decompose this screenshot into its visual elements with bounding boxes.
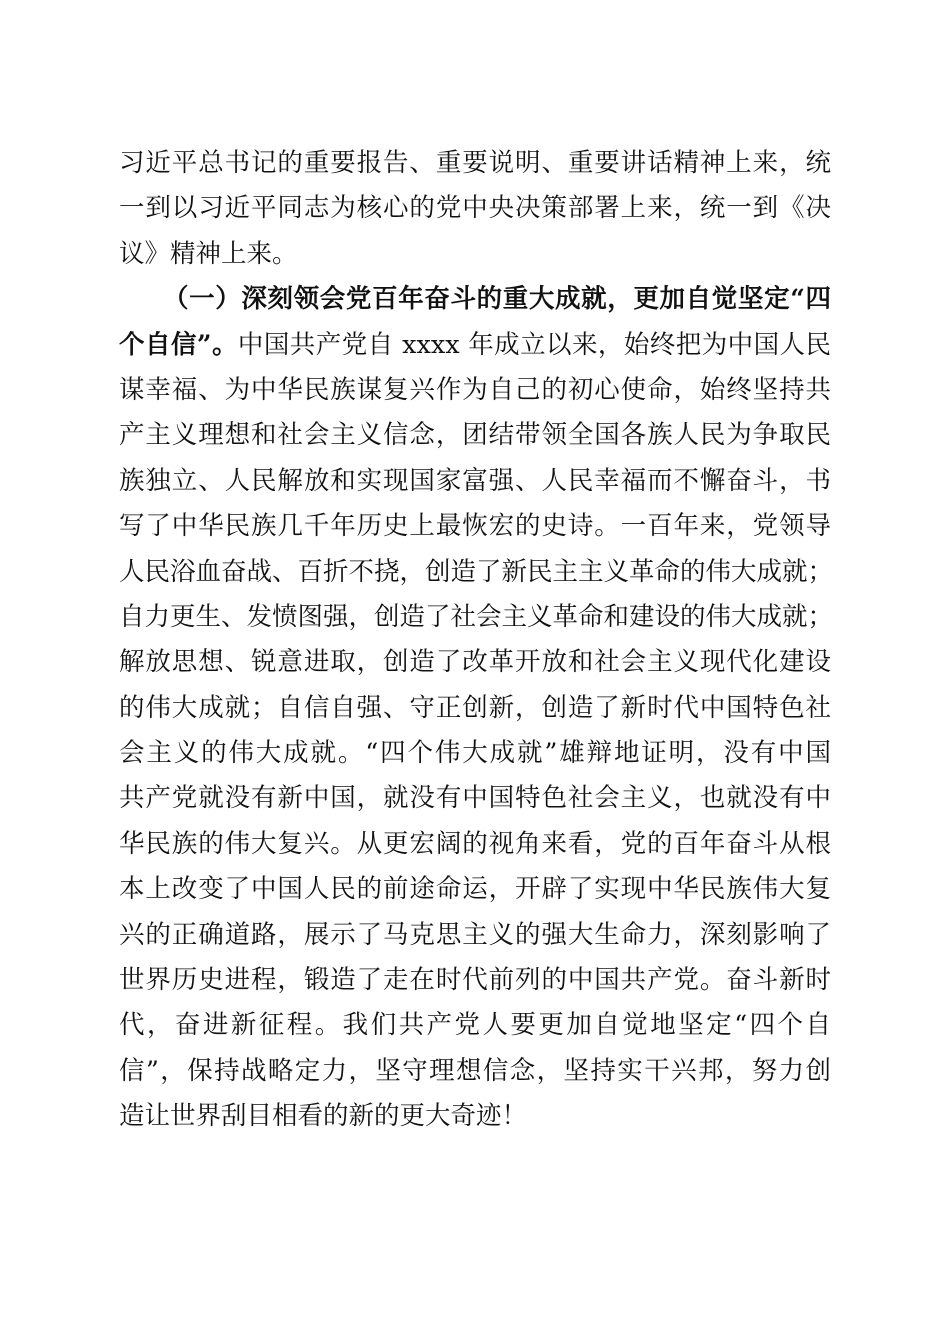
text-line: 写了中华民族几千年历史上最恢宏的史诗。一百年来，党领导: [119, 511, 831, 542]
text-line: 一到以习近平同志为核心的党中央决策部署上来，统一到《决: [119, 193, 831, 224]
section-first-line-text: 中国共产党自 xxxx 年成立以来，始终把为中国人民: [237, 329, 831, 360]
text-line: 解放思想、锐意进取，创造了改革开放和社会主义现代化建设: [119, 647, 831, 678]
text-line: 产主义理想和社会主义信念，团结带领全国各族人民为争取民: [119, 420, 831, 451]
text-line: 兴的正确道路，展示了马克思主义的强大生命力，深刻影响了: [119, 919, 831, 950]
text-line: 人民浴血奋战、百折不挠，创造了新民主主义革命的伟大成就；: [119, 556, 834, 587]
body-text: [119, 141, 834, 1140]
text-line: 代，奋进新征程。我们共产党人要更加自觉地坚定“四个自: [119, 1010, 831, 1041]
text-line: 习近平总书记的重要报告、重要说明、重要讲话精神上来，统: [119, 148, 831, 178]
section-heading: （一）深刻领会党百年奋斗的重大成就，更加自觉坚定“四: [163, 284, 831, 315]
text-line: 本上改变了中国人民的前途命运，开辟了实现中华民族伟大复: [119, 874, 831, 905]
text-line: 族独立、人民解放和实现国家富强、人民幸福而不懈奋斗，书: [119, 465, 831, 496]
text-line: 自力更生、发愤图强，创造了社会主义革命和建设的伟大成就；: [119, 601, 834, 632]
text-line: 华民族的伟大复兴。从更宏阔的视角来看，党的百年奋斗从根: [119, 828, 831, 859]
text-line: 会主义的伟大成就。“四个伟大成就”雄辩地证明，没有中国: [119, 738, 831, 769]
text-line: [119, 323, 831, 368]
text-line: 议》精神上来。: [119, 238, 298, 269]
text-line: 造让世界刮目相看的新的更大奇迹！: [119, 1101, 528, 1132]
text-line: 世界历史进程，锻造了走在时代前列的中国共产党。奋斗新时: [119, 965, 831, 996]
text-line: 的伟大成就；自信自强、守正创新，创造了新时代中国特色社: [119, 692, 831, 723]
text-line: 谋幸福、为中华民族谋复兴作为自己的初心使命，始终坚持共: [119, 374, 831, 405]
text-line: 共产党就没有新中国，就没有中国特色社会主义，也就没有中: [119, 783, 831, 814]
text-line: 信”，保持战略定力，坚守理想信念，坚持实干兴邦，努力创: [119, 1055, 831, 1086]
section-heading-end: 个自信”。: [119, 329, 238, 360]
